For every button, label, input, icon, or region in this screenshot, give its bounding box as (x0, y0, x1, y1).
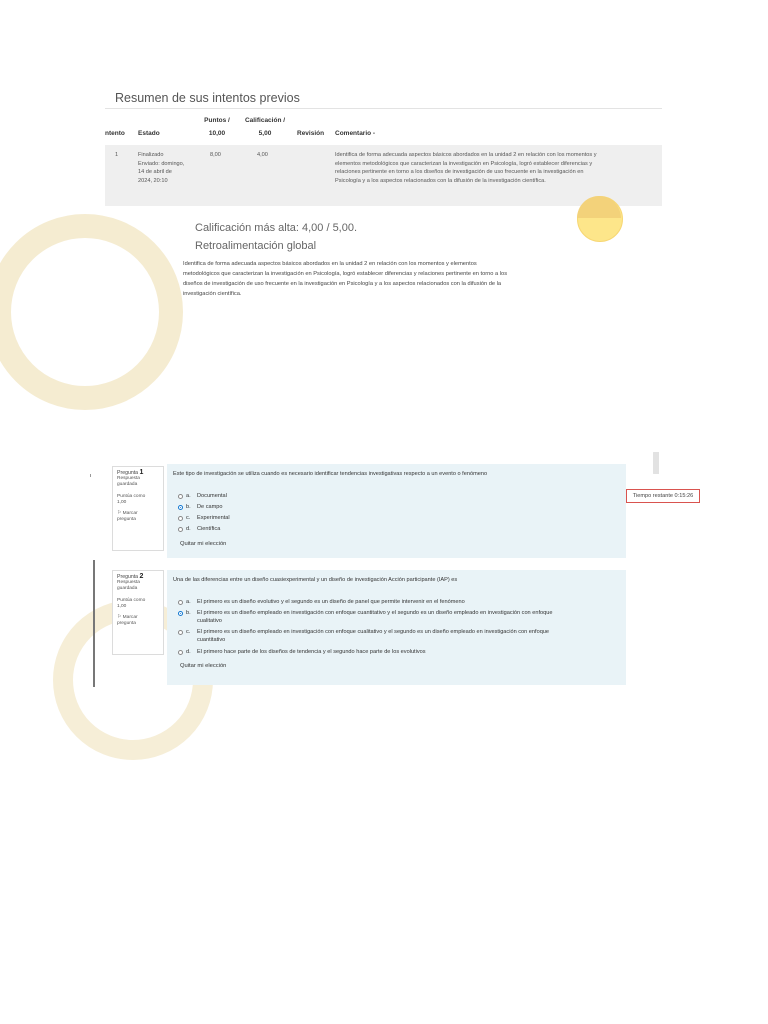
option-c-radio[interactable] (178, 630, 183, 635)
comment-line: elementos metodológicos que caracterizan la investigación en Psicología, logró establecer diferencias y (335, 160, 593, 167)
option-letter: d. (186, 526, 191, 532)
flag-label: pregunta (117, 517, 136, 523)
question-1-info (112, 466, 164, 551)
col-revision: Revisión (297, 130, 325, 137)
option-d-radio[interactable] (178, 650, 183, 655)
feedback-area (105, 206, 662, 328)
status-line: 14 de abril de (138, 169, 172, 175)
option-c-radio[interactable] (178, 516, 183, 521)
question-text: Este tipo de investigación se utiliza cuando es necesario identificar tendencias investigativas respecto a un evento o fenómeno (173, 471, 488, 477)
clear-choice-link[interactable]: Quitar mi elección (180, 541, 227, 547)
decorative-ring (0, 214, 183, 410)
col-estado: Estado (138, 130, 160, 137)
question-1-content (167, 464, 694, 558)
col-comentario[interactable]: Comentario - (335, 130, 376, 137)
flag-label: Marcar (122, 615, 138, 621)
status-line: 2024, 20:10 (138, 177, 168, 184)
attempt-comment (335, 151, 662, 185)
attempt-number: 1 (115, 152, 119, 158)
question-status: Respuesta (117, 476, 140, 482)
col-puntos-label: Puntos / (204, 117, 230, 124)
option-line: El primero es un diseño empleado en investigación con enfoque cualitativo y el segundo es un diseño empleado en investigación con enfoque (197, 629, 550, 635)
flag-icon: ⚐ (117, 615, 122, 621)
question-points: Puntúa como (117, 597, 146, 603)
option-line: El primero es un diseño empleado en investigación con enfoque cuantitativo y el segundo es un diseño empleado en investigación con enfoque (197, 610, 553, 616)
option-label[interactable]: El primero hace parte de los diseños de tendencia y el segundo hace parte de los evolutivos (197, 649, 426, 655)
question-status: guardada (117, 482, 138, 488)
global-feedback-text (183, 259, 583, 299)
status-line: Finalizado (138, 152, 164, 158)
attempt-status (138, 151, 198, 185)
question-points: Puntúa como (117, 493, 146, 499)
question-number-value: 2 (139, 573, 144, 580)
option-letter: c. (186, 629, 191, 635)
summary-heading: Resumen de sus intentos previos (115, 91, 300, 105)
option-b-radio[interactable] (178, 505, 183, 510)
option-letter: b. (186, 610, 191, 616)
left-border (93, 560, 95, 687)
status-line: Enviado: domingo, (138, 160, 185, 167)
option-label[interactable]: De campo (197, 504, 223, 510)
question-points-value: 1,00 (117, 499, 127, 505)
option-label[interactable]: Experimental (197, 515, 230, 521)
clear-choice-link[interactable]: Quitar mi elección (180, 663, 227, 669)
option-letter: a. (186, 493, 191, 499)
col-puntos-max: 10,00 (208, 130, 226, 137)
question-label: Pregunta (117, 470, 139, 476)
option-letter: c. (186, 515, 191, 521)
time-remaining: Tiempo restante 0:15:26 (626, 489, 700, 503)
question-status: Respuesta (117, 580, 140, 586)
divider (105, 108, 662, 109)
global-feedback-title: Retroalimentación global (195, 240, 317, 252)
feedback-line: investigación científica. (183, 291, 242, 297)
option-b-radio[interactable] (178, 611, 183, 616)
col-calificacion-max: 5,00 (258, 130, 272, 137)
quiz-page (93, 450, 694, 687)
edge-marker (90, 474, 91, 477)
flag-label: Marcar (122, 511, 138, 517)
col-calificacion-label: Calificación / (244, 117, 286, 124)
comment-line: Identifica de forma adecuada aspectos básicos abordados en la unidad 2 en relación con los momentos y (335, 152, 597, 158)
question-status: guardada (117, 586, 138, 592)
attempts-summary (105, 85, 662, 328)
question-2-content (167, 570, 626, 685)
option-label[interactable]: Científica (197, 526, 221, 532)
option-a-radio[interactable] (178, 494, 183, 499)
feedback-line: Identifica de forma adecuada aspectos básicos abordados en la unidad 2 en relación con los momentos y elementos (183, 261, 477, 267)
highest-grade: Calificación más alta: 4,00 / 5,00. (195, 222, 358, 234)
flag-icon: ⚐ (117, 511, 122, 517)
comment-line: Psicología y a los aspectos relacionados con la difusión de la investigación científica. (335, 177, 546, 184)
feedback-line: metodológicos que caracterizan la investigación en Psicología, logró establecer diferencias y relaciones pertinente en torno a los (183, 271, 508, 277)
option-label[interactable] (197, 610, 552, 625)
option-a-radio[interactable] (178, 600, 183, 605)
attempt-row (105, 145, 662, 206)
option-letter: d. (186, 649, 191, 655)
option-letter: a. (186, 599, 191, 605)
option-d-radio[interactable] (178, 527, 183, 532)
option-letter: b. (186, 504, 191, 510)
attempt-points: 8,00 (210, 152, 221, 158)
option-label[interactable]: Documental (197, 493, 227, 499)
option-line: cuantitativo (197, 636, 226, 643)
comment-line: relaciones pertinente en torno a los diseños de investigación de uso frecuente en la investigación en (335, 169, 584, 175)
question-points-value: 1,00 (117, 603, 127, 609)
option-line: cualitativo (197, 617, 222, 624)
question-text: Una de las diferencias entre un diseño cuasiexperimental y un diseño de investigación Acción participante (IAP) es (173, 577, 458, 583)
option-label[interactable] (197, 629, 549, 644)
question-2-info (112, 570, 164, 655)
question-number-value: 1 (139, 469, 144, 476)
option-label[interactable]: El primero es un diseño evolutivo y el segundo es un diseño de panel que permite intervenir en el fenómeno (197, 599, 465, 605)
col-intento: ntento (105, 130, 125, 137)
feedback-line: diseños de investigación de uso frecuente en la investigación en Psicología y a los aspectos relacionados con la difusión de la (183, 281, 502, 287)
question-label: Pregunta (117, 574, 139, 580)
flag-label: pregunta (117, 621, 136, 627)
attempt-grade: 4,00 (257, 152, 268, 158)
